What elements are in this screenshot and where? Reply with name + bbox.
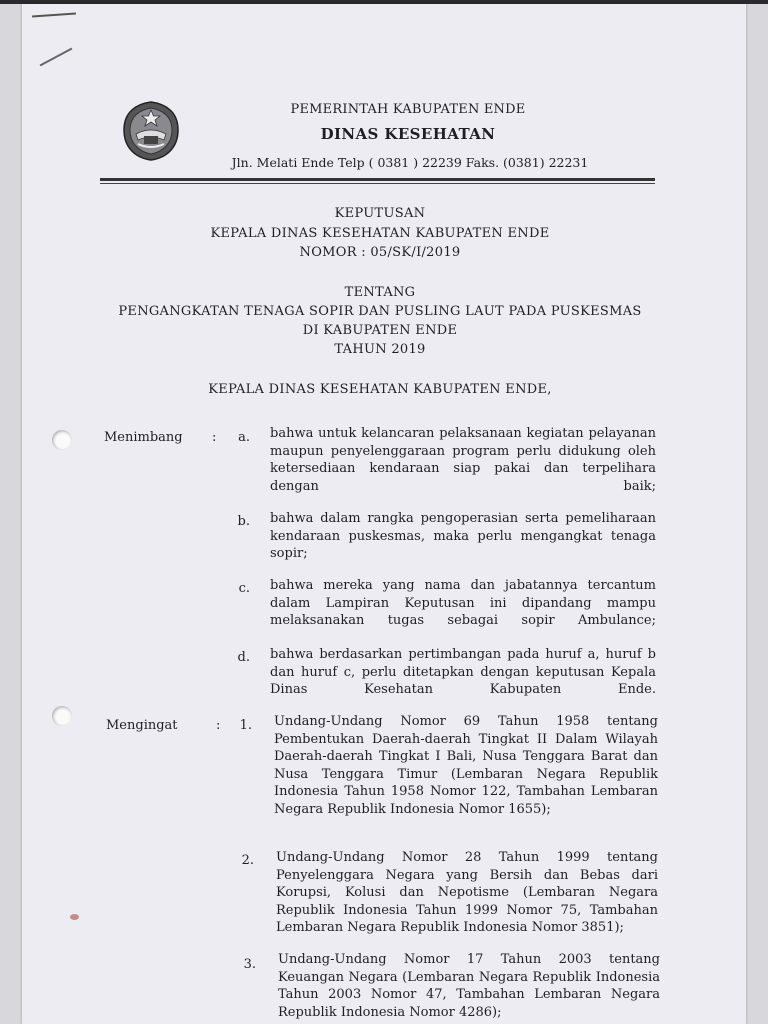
legal-basis-2: Undang-Undang Nomor 28 Tahun 1999 tentang Penyelenggara Negara yang Bersih dan Bebas dari Korupsi, Kolusi dan Nepotisme (Lembaran Negara Republik Indonesia Tahun 1999 Nomor 75, Tambahan Lembaran Negara Republik Indonesia Nomor 3851); [276, 850, 658, 935]
item-marker: 2. [241, 853, 254, 868]
decree-issuer: KEPALA DINAS KESEHATAN KABUPATEN ENDE [210, 226, 550, 241]
decree-signatory: KEPALA DINAS KESEHATAN KABUPATEN ENDE, [208, 382, 552, 397]
item-marker: c. [238, 581, 250, 596]
consideration-c: bahwa mereka yang nama dan jabatannya tercantum dalam Lampiran Keputusan ini dipandang mampu melaksanakan tugas sebagai sopir Ambulance; [270, 578, 656, 628]
section-label-menimbang: Menimbang [104, 430, 183, 445]
government-name: PEMERINTAH KABUPATEN ENDE [290, 102, 526, 117]
section-colon: : [216, 718, 221, 733]
item-marker: a. [238, 430, 250, 445]
decree-year: TAHUN 2019 [334, 342, 426, 357]
punch-hole [52, 430, 72, 450]
legal-basis-1: Undang-Undang Nomor 69 Tahun 1958 tentang Pembentukan Daerah-daerah Tingkat II Dalam Wilayah Daerah-daerah Tingkat I Bali, Nusa Tenggara Barat dan Nusa Tenggara Timur (Lembaran Negara Republik Indonesia Tahun 1958 Nomor 122, Tambahan Lembaran Negara Republik Indonesia Nomor 1655); [274, 714, 658, 817]
item-marker: 3. [243, 957, 256, 972]
decree-subject-line1: PENGANGKATAN TENAGA SOPIR DAN PUSLING LAUT PADA PUSKESMAS [118, 304, 642, 319]
item-marker: d. [237, 650, 250, 665]
decree-about: TENTANG [344, 285, 416, 300]
letterhead-rule [100, 183, 655, 184]
letterhead-rule [100, 178, 655, 181]
ink-stain [70, 914, 79, 920]
consideration-b: bahwa dalam rangka pengoperasian serta pemeliharaan kendaraan puskesmas, maka perlu mengangkat tenaga sopir; [270, 511, 656, 561]
consideration-d: bahwa berdasarkan pertimbangan pada huruf a, huruf b dan huruf c, perlu ditetapkan dengan keputusan Kepala Dinas Kesehatan Kabupaten Ende. [270, 647, 656, 697]
decree-number: NOMOR : 05/SK/I/2019 [299, 245, 461, 260]
office-name: DINAS KESEHATAN [320, 125, 496, 143]
section-label-mengingat: Mengingat [106, 718, 178, 733]
section-colon: : [212, 430, 217, 445]
decree-title: KEPUTUSAN [334, 206, 426, 221]
decree-subject-line2: DI KABUPATEN ENDE [302, 323, 458, 338]
office-address: Jln. Melati Ende Telp ( 0381 ) 22239 Faks. (0381) 22231 [231, 155, 589, 170]
legal-basis-3: Undang-Undang Nomor 17 Tahun 2003 tentang Keuangan Negara (Lembaran Negara Republik Indonesia Tahun 2003 Nomor 47, Tambahan Lembaran Negara Republik Indonesia Nomor 4286); [278, 952, 660, 1020]
regency-emblem-icon [122, 100, 180, 162]
item-marker: 1. [239, 718, 252, 733]
item-marker: b. [237, 514, 250, 529]
consideration-a: bahwa untuk kelancaran pelaksanaan kegiatan pelayanan maupun penyelenggaraan program perlu didukung oleh ketersediaan kendaraan siap pakai dan terpelihara dengan baik; [270, 426, 656, 494]
punch-hole [52, 706, 72, 726]
